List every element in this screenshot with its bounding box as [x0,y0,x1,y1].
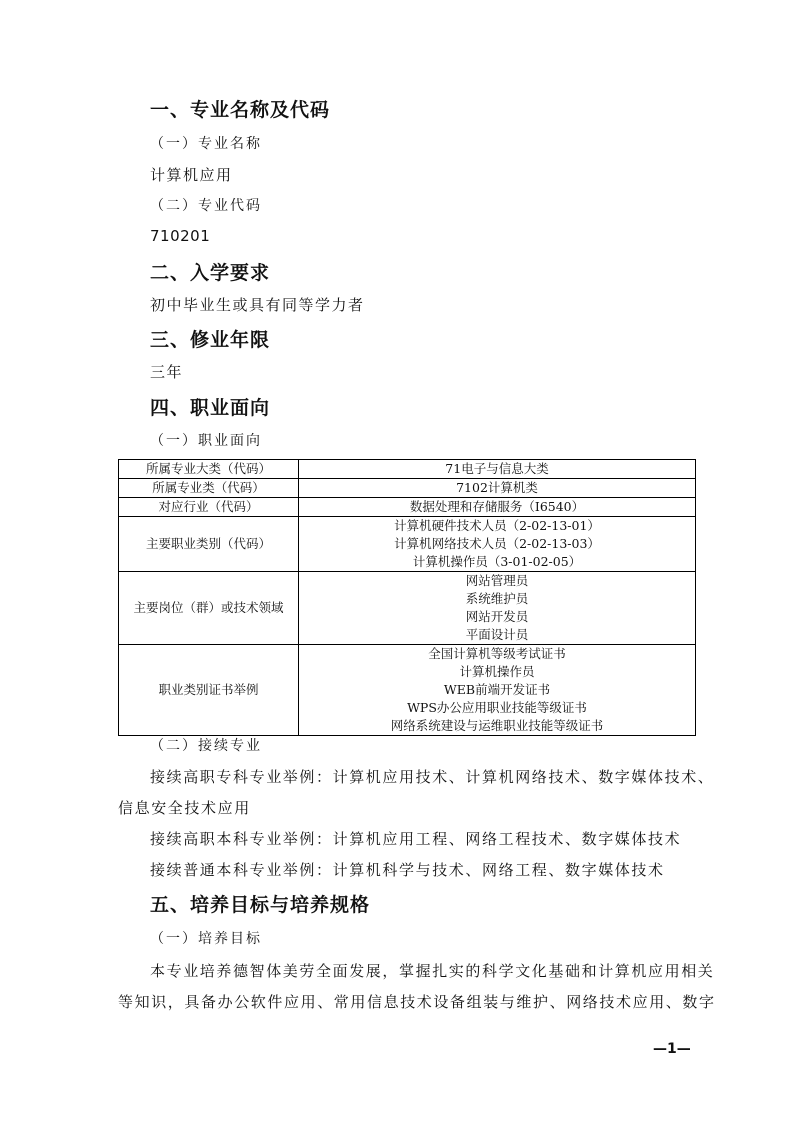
major-name-subheading: （一）专业名称 [150,136,262,152]
continuation-subheading: （二）接续专业 [150,738,262,754]
table-row [119,572,696,645]
continuation-paragraph-2: 接续高职本科专业举例：计算机应用工程、网络工程技术、数字媒体技术 [150,830,682,848]
table-row [119,479,696,498]
occupation-item: 计算机操作员（3-01-02-05） [412,554,582,569]
certificate-item: WEB前端开发证书 [443,682,551,697]
certificate-item: 全国计算机等级考试证书 [428,646,566,661]
continuation-paragraph-1-cont: 信息安全技术应用 [118,799,251,817]
table-key-cell: 对应行业（代码） [119,498,299,517]
table-row [119,460,696,479]
table-row [119,498,696,517]
table-value-cell [299,572,696,645]
table-value-cell: 7102计算机类 [299,479,696,498]
table-key-cell: 主要职业类别（代码） [119,517,299,572]
section-1-heading: 一、专业名称及代码 [150,99,331,121]
continuation-paragraph-1: 接续高职专科专业举例：计算机应用技术、计算机网络技术、数字媒体技术、 [150,768,715,786]
table-value-cell [299,517,696,572]
career-orientation-subheading: （一）职业面向 [150,433,262,449]
position-item: 网站开发员 [465,609,529,624]
table-row [119,517,696,572]
occupation-item: 计算机硬件技术人员（2-02-13-01） [394,518,600,533]
position-item: 网站管理员 [465,573,529,588]
occupation-item: 计算机网络技术人员（2-02-13-03） [394,536,600,551]
major-code-subheading: （二）专业代码 [150,198,262,214]
section-5-heading: 五、培养目标与培养规格 [150,894,371,916]
admission-requirement: 初中毕业生或具有同等学力者 [150,296,365,314]
training-goal-subheading: （一）培养目标 [150,931,262,947]
study-duration: 三年 [150,363,184,381]
training-goal-line-2: 等知识，具备办公软件应用、常用信息技术设备组装与维护、网络技术应用、数字 [118,993,716,1011]
table-row [119,645,696,736]
table-key-cell: 所属专业类（代码） [119,479,299,498]
table-key-cell: 主要岗位（群）或技术领域 [119,572,299,645]
position-item: 平面设计员 [465,627,529,642]
page-number: —1— [653,1041,691,1057]
certificate-item: 网络系统建设与运维职业技能等级证书 [390,718,604,733]
section-3-heading: 三、修业年限 [150,329,271,351]
table-key-cell: 所属专业大类（代码） [119,460,299,479]
table-value-cell [299,645,696,736]
major-name: 计算机应用 [150,166,233,184]
major-code: 710201 [150,227,211,245]
certificate-item: WPS办公应用职业技能等级证书 [407,700,587,715]
position-item: 系统维护员 [465,591,529,606]
section-2-heading: 二、入学要求 [150,262,271,284]
section-4-heading: 四、职业面向 [150,397,271,419]
continuation-paragraph-3: 接续普通本科专业举例：计算机科学与技术、网络工程、数字媒体技术 [150,861,665,879]
training-goal-line-1: 本专业培养德智体美劳全面发展，掌握扎实的科学文化基础和计算机应用相关 [150,962,715,980]
table-value-cell: 数据处理和存储服务（I6540） [299,498,696,517]
career-orientation-table [118,459,696,736]
table-value-cell: 71电子与信息大类 [299,460,696,479]
certificate-item: 计算机操作员 [459,664,535,679]
table-key-cell: 职业类别证书举例 [119,645,299,736]
